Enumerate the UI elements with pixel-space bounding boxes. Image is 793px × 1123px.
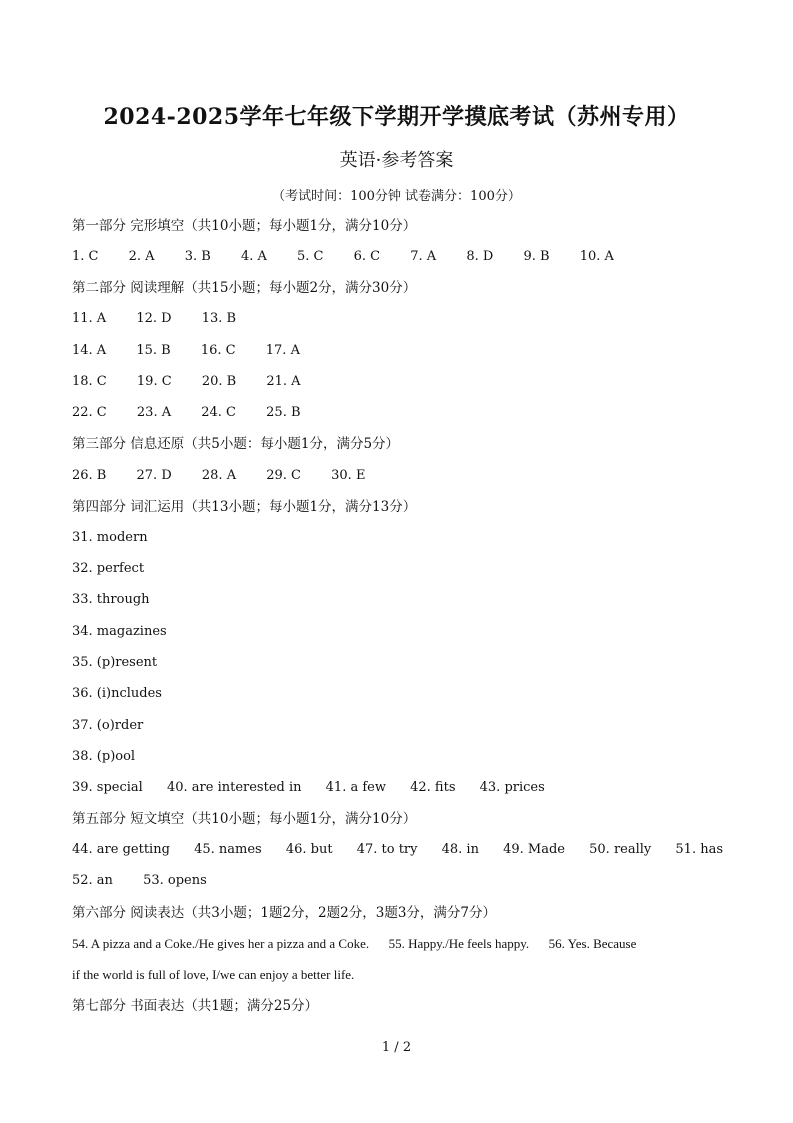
section-5-heading: 第五部分 短文填空（共10小题；每小题1分，满分10分） [72, 811, 417, 827]
section-2-heading: 第二部分 阅读理解（共15小题；每小题2分，满分30分） [72, 280, 417, 296]
answer-22: 22. C [72, 405, 107, 420]
answer-16: 16. C [200, 343, 236, 358]
answer-row-2 [72, 310, 733, 328]
answer-1: 1. C [72, 249, 99, 264]
answer-41: 41. a few [325, 780, 386, 795]
section-3-heading: 第三部分 信息还原（共5小题：每小题1分，满分5分） [72, 436, 400, 452]
answer-3: 3. B [184, 249, 211, 264]
answer-48: 48. in [441, 842, 479, 857]
answer-18: 18. C [72, 374, 107, 389]
answer-5: 5. C [297, 249, 324, 264]
answer-row-5 [72, 404, 733, 422]
answer-10: 10. A [579, 249, 614, 264]
answer-49: 49. Made [503, 842, 565, 857]
answer-21: 21. A [266, 374, 301, 389]
section-6-heading: 第六部分 阅读表达（共3小题；1题2分，2题2分，3题3分，满分7分） [72, 905, 497, 921]
answer-45: 45. names [194, 842, 262, 857]
exam-meta: （考试时间：100分钟 试卷满分：100分） [272, 189, 521, 204]
answer-32: 32. perfect [72, 561, 145, 576]
answer-17: 17. A [265, 343, 300, 358]
answer-13: 13. B [201, 311, 237, 326]
answer-11: 11. A [72, 311, 107, 326]
answer-19: 19. C [136, 374, 172, 389]
answer-53: 53. opens [143, 873, 207, 888]
page-number: 1 / 2 [381, 1040, 412, 1055]
answer-33: 33. through [72, 592, 150, 607]
answer-row-8 [72, 841, 733, 859]
answer-9: 9. B [523, 249, 550, 264]
answer-row-1 [72, 248, 733, 266]
answer-26: 26. B [72, 468, 107, 483]
page-subtitle: 英语·参考答案 [339, 150, 454, 171]
answer-24: 24. C [201, 405, 237, 420]
answer-38: 38. (p)ool [72, 749, 136, 764]
answer-6: 6. C [353, 249, 381, 264]
answer-30: 30. E [331, 468, 366, 483]
answer-37: 37. (o)rder [72, 718, 144, 733]
answer-20: 20. B [201, 374, 237, 389]
answer-31: 31. modern [72, 530, 148, 545]
answer-row-6 [72, 467, 733, 485]
answer-27: 27. D [136, 468, 172, 483]
answer-43: 43. prices [479, 780, 545, 795]
answer-7: 7. A [410, 249, 437, 264]
answer-row-4 [72, 373, 733, 391]
answer-25: 25. B [266, 405, 301, 420]
answer-34: 34. magazines [72, 624, 167, 639]
answer-row-3 [72, 342, 733, 360]
answer-35: 35. (p)resent [72, 655, 158, 670]
section-7-heading: 第七部分 书面表达（共1题；满分25分） [72, 998, 319, 1014]
answer-23: 23. A [136, 405, 172, 420]
answer-4: 4. A [240, 249, 267, 264]
answer-8: 8. D [466, 249, 494, 264]
reading-answers-line-2: if the world is full of love, I/we can enjoy a better life. [72, 967, 355, 982]
section-4-heading: 第四部分 词汇运用（共13小题；每小题1分，满分13分） [72, 499, 417, 515]
page-title: 2024-2025学年七年级下学期开学摸底考试（苏州专用） [103, 104, 690, 130]
answer-44: 44. are getting [72, 842, 170, 857]
answer-39: 39. special [72, 780, 143, 795]
answer-2: 2. A [128, 249, 155, 264]
answer-row-7 [72, 779, 733, 797]
answer-46: 46. but [285, 842, 333, 857]
answer-14: 14. A [72, 343, 107, 358]
answer-42: 42. fits [410, 780, 456, 795]
answer-50: 50. really [589, 842, 652, 857]
answer-47: 47. to try [356, 842, 418, 857]
section-1-heading: 第一部分 完形填空（共10小题；每小题1分，满分10分） [72, 218, 417, 234]
answer-12: 12. D [136, 311, 172, 326]
answer-40: 40. are interested in [166, 780, 302, 795]
answer-28: 28. A [201, 468, 237, 483]
answer-29: 29. C [266, 468, 301, 483]
answer-row-9 [72, 872, 733, 890]
answer-51: 51. has [675, 842, 724, 857]
reading-answers-line-1: 54. A pizza and a Coke./He gives her a pizza and a Coke. 55. Happy./He feels happy. 56. Yes. Because [72, 936, 637, 951]
answer-36: 36. (i)ncludes [72, 686, 162, 701]
answer-52: 52. an [72, 873, 113, 888]
answer-15: 15. B [136, 343, 171, 358]
